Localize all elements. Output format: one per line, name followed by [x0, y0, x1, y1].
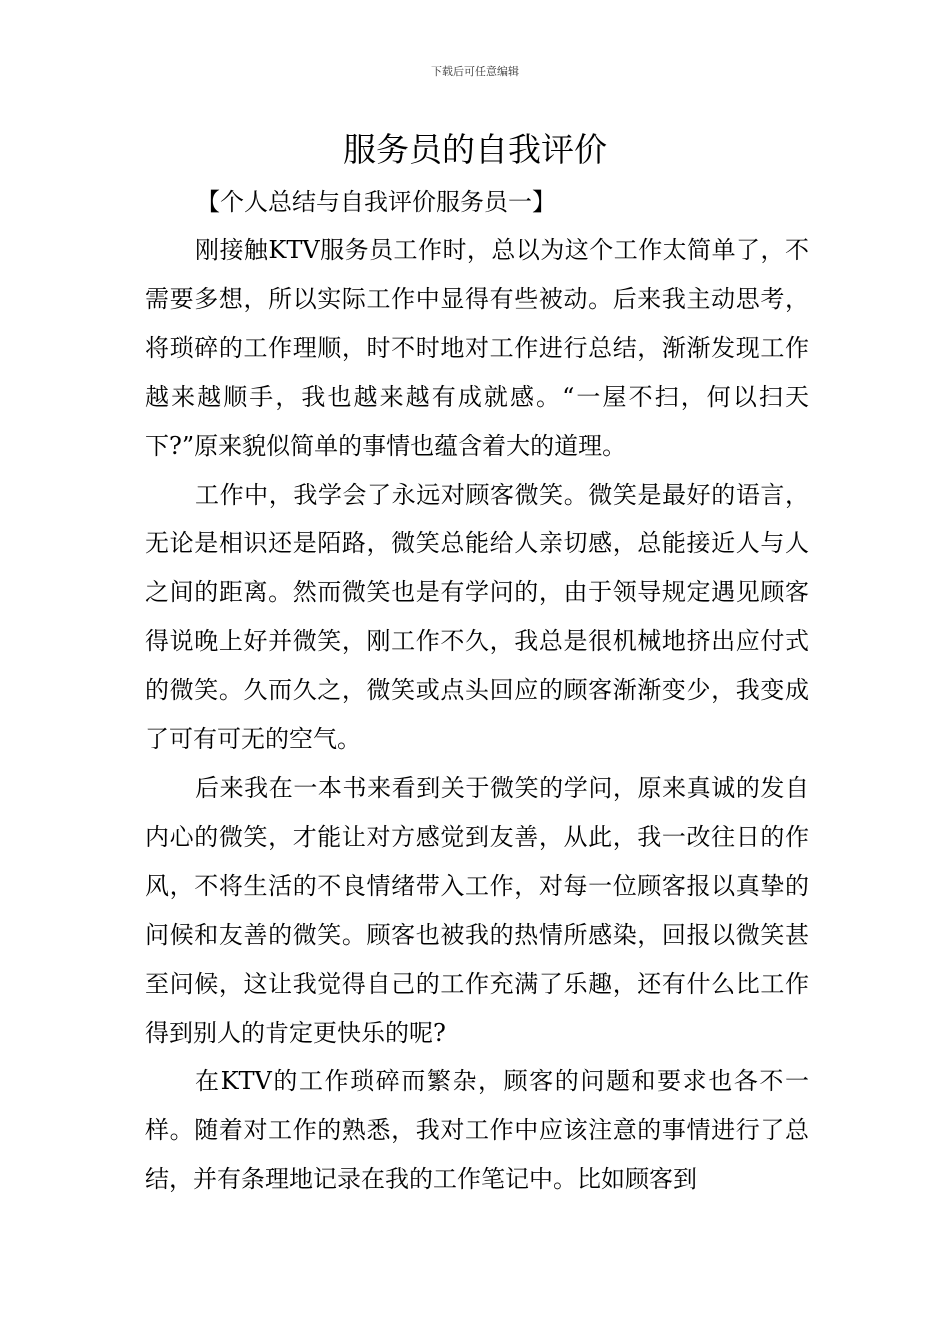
document-title: 服务员的自我评价	[343, 130, 607, 169]
paragraph: 后来我在一本书来看到关于微笑的学问，原来真诚的发自内心的微笑，才能让对方感觉到友善，从此，我一改往日的作风，不将生活的不良情绪带入工作，对每一位顾客报以真挚的问候和友善的微笑。顾客也被我的热情所感染，回报以微笑甚至问候，这让我觉得自己的工作充满了乐趣，还有什么比工作得到别人的肯定更快乐的呢?	[145, 773, 809, 1047]
paragraph: 工作中，我学会了永远对顾客微笑。微笑是最好的语言，无论是相识还是陌路，微笑总能给人亲切感，总能接近人与人之间的距离。然而微笑也是有学问的，由于领导规定遇见顾客得说晚上好并微笑，刚工作不久，我总是很机械地挤出应付式的微笑。久而久之，微笑或点头回应的顾客渐渐变少，我变成了可有可无的空气。	[145, 480, 809, 754]
page-header-note: 下载后可任意编辑	[431, 65, 519, 78]
paragraph: 刚接触KTV服务员工作时，总以为这个工作太简单了，不需要多想，所以实际工作中显得有些被动。后来我主动思考，将琐碎的工作理顺，时不时地对工作进行总结，渐渐发现工作越来越顺手，我也越来越有成就感。“一屋不扫，何以扫天下?”原来貌似简单的事情也蕴含着大的道理。	[145, 236, 809, 460]
document-subtitle: 【个人总结与自我评价服务员一】	[196, 188, 556, 216]
document-body	[145, 226, 809, 1204]
paragraph: 在KTV的工作琐碎而繁杂，顾客的问题和要求也各不一样。随着对工作的熟悉，我对工作中应该注意的事情进行了总结，并有条理地记录在我的工作笔记中。比如顾客到	[145, 1067, 809, 1194]
